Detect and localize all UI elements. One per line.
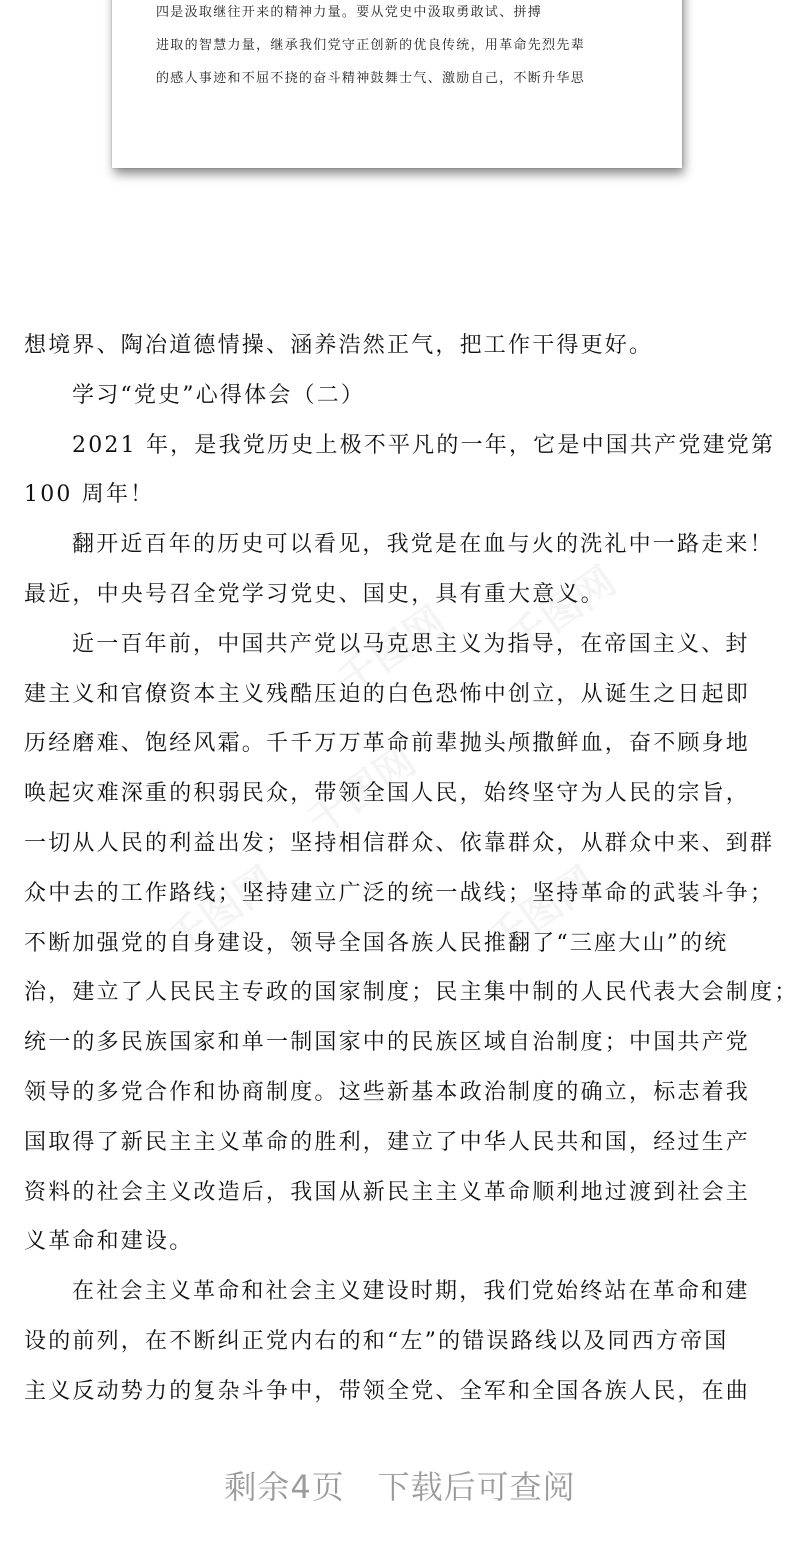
text-line: 100 周年！ bbox=[24, 482, 155, 508]
text-line: 不断加强党的自身建设，领导全国各族人民推翻了“三座大山”的统 bbox=[24, 930, 729, 956]
text-line: 众中去的工作路线；坚持建立广泛的统一战线；坚持革命的武装斗争； bbox=[24, 880, 775, 906]
text-line: 国取得了新民主主义革命的胜利，建立了中华人民共和国，经过生产 bbox=[24, 1129, 751, 1155]
text-line: 唤起灾难深重的积弱民众，带领全国人民，始终坚守为人民的宗旨， bbox=[24, 781, 751, 807]
text-line: 义革命和建设。 bbox=[24, 1229, 194, 1255]
text-line: 主义反动势力的复杂斗争中，带领全党、全军和全国各族人民，在曲 bbox=[24, 1378, 751, 1404]
text-line: 想境界、陶冶道德情操、涵养浩然正气，把工作干得更好。 bbox=[24, 333, 654, 358]
preview-line: 的感人事迹和不屈不挠的奋斗精神鼓舞士气、激励自己，不断升华思 bbox=[156, 71, 586, 86]
remaining-pages-notice[interactable]: 剩余4页 下载后可查阅 bbox=[224, 1468, 576, 1506]
text-line: 建主义和官僚资本主义残酷压迫的白色恐怖中创立，从诞生之日起即 bbox=[24, 681, 751, 707]
text-line: 翻开近百年的历史可以看见，我党是在血与火的洗礼中一路走来！ bbox=[72, 532, 774, 558]
text-line: 资料的社会主义改造后，我国从新民主主义革命顺利地过渡到社会主 bbox=[24, 1179, 751, 1205]
text-line: 最近，中央号召全党学习党史、国史，具有重大意义。 bbox=[24, 581, 605, 607]
text-line: 历经磨难、饱经风霜。千千万万革命前辈抛头颅撒鲜血，奋不顾身地 bbox=[24, 731, 751, 757]
page-preview-card bbox=[112, 0, 682, 168]
preview-line: 四是汲取继往开来的精神力量。要从党史中汲取勇敢试、拼搏 bbox=[156, 5, 543, 20]
text-line: 治，建立了人民民主专政的国家制度；民主集中制的人民代表大会制度； bbox=[24, 980, 799, 1006]
preview-text bbox=[156, 0, 656, 95]
text-line: 统一的多民族国家和单一制国家中的民族区域自治制度；中国共产党 bbox=[24, 1030, 751, 1056]
document-body bbox=[24, 321, 799, 1417]
preview-line: 进取的智慧力量，继承我们党守正创新的优良传统，用革命先烈先辈 bbox=[156, 38, 586, 53]
text-line: 近一百年前，中国共产党以马克思主义为指导，在帝国主义、封 bbox=[72, 631, 750, 657]
text-line: 领导的多党合作和协商制度。这些新基本政治制度的确立，标志着我 bbox=[24, 1079, 751, 1105]
text-line: 设的前列，在不断纠正党内右的和“左”的错误路线以及同西方帝国 bbox=[24, 1328, 729, 1354]
text-line: 在社会主义革命和社会主义建设时期，我们党始终站在革命和建 bbox=[72, 1279, 750, 1305]
text-line: 一切从人民的利益出发；坚持相信群众、依靠群众，从群众中来、到群 bbox=[24, 830, 775, 856]
text-line: 2021 年，是我党历史上极不平凡的一年，它是中国共产党建党第 bbox=[72, 432, 776, 458]
section-heading: 学习“党史”心得体会（二） bbox=[72, 382, 366, 408]
